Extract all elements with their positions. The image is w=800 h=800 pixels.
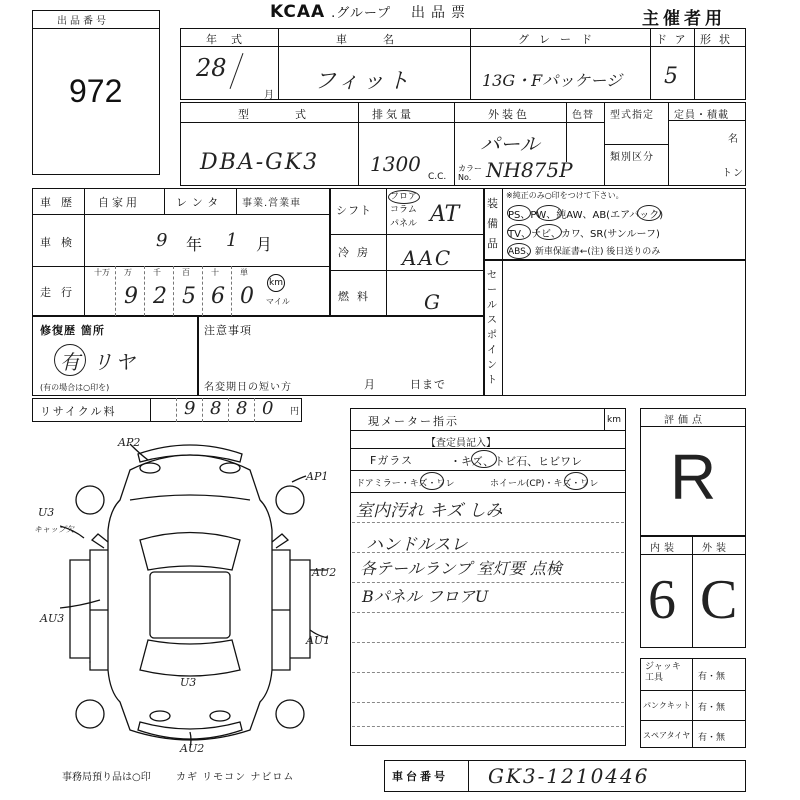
- meter-label: 現メーター指示: [368, 415, 459, 428]
- deadline-label: 名変期日の短い方: [204, 382, 292, 393]
- sales-point-block: [484, 260, 746, 396]
- deadline-day: 日まで: [410, 378, 446, 391]
- recycle-digit-cell: [176, 398, 202, 422]
- aircon-value: AAC: [402, 246, 453, 270]
- lot-number: 972: [69, 73, 123, 109]
- history-rental: レンタ: [176, 196, 224, 209]
- mileage-digit-value: 0: [240, 284, 254, 309]
- recycle-digit-value: 8: [210, 398, 222, 419]
- mileage-digit-value: 6: [211, 284, 225, 309]
- mirror-scratch-circle: [420, 472, 444, 490]
- repair-note: (有の場合は○印を): [40, 383, 110, 392]
- mark-au2-right: AU2: [312, 566, 337, 579]
- shaken-year: 9: [156, 230, 168, 251]
- ps-circle: [507, 205, 531, 221]
- mileage-digit-label: 十: [211, 268, 219, 277]
- glass-options: ・キズ、トビ石、ヒビワレ: [450, 455, 583, 468]
- inspector-line3: 各テールランプ 室灯要 点検: [360, 559, 562, 578]
- mileage-digit-cell: [202, 266, 231, 316]
- office-note: 事務局預り品は○印: [62, 772, 151, 783]
- brand-logo: KCAA .グループ 出品票: [270, 2, 472, 22]
- shift-label: シフト: [336, 204, 372, 217]
- displacement-value: 1300: [370, 152, 421, 176]
- name-label: 車名: [336, 33, 430, 46]
- mile-label: マイル: [266, 297, 290, 306]
- displacement-label: 排気量: [372, 108, 414, 121]
- recycle-digit-value: 9: [184, 398, 196, 419]
- abs-circle: [507, 243, 531, 259]
- year-value: 28: [196, 54, 227, 82]
- mileage-digit-label: 百: [182, 268, 190, 277]
- rating-label: 評価点: [664, 415, 706, 426]
- recycle-label: リサイクル料: [40, 405, 117, 418]
- history-private: 自家用: [98, 196, 140, 209]
- history-label: 車歴: [40, 196, 82, 209]
- aircon-label: 冷房: [338, 246, 376, 259]
- shift-floor-circle: [388, 190, 420, 204]
- type-spec-label: 型式指定: [610, 110, 654, 121]
- mileage-label: 走行: [40, 286, 82, 299]
- shift-value: AT: [430, 202, 460, 227]
- exterior-value: C: [700, 569, 738, 631]
- cc-unit: C.C.: [428, 172, 447, 182]
- puncture-label: パンクキット: [643, 701, 691, 710]
- equipment-line1: PS、PW、純AW、AB(エアバック): [508, 210, 664, 221]
- navi-circle: [536, 224, 562, 240]
- meter-unit: km: [607, 415, 621, 425]
- inspector-line1: 室内汚れ キズ しみ: [356, 501, 503, 521]
- lot-label: 出品番号: [57, 16, 109, 27]
- color-value: パール: [480, 132, 540, 156]
- shift-floor: フロア: [390, 192, 418, 202]
- recycle-digit-cell: [202, 398, 228, 422]
- recycle-digit-value: 0: [262, 398, 274, 419]
- chassis-label: 車台番号: [392, 770, 448, 783]
- mileage-digit-label: 千: [153, 268, 161, 277]
- shift-column: コラム: [390, 205, 417, 215]
- fuel-label: 燃料: [338, 290, 376, 303]
- notes-label: 注意事項: [204, 324, 252, 337]
- mileage-digit-cell: [86, 266, 115, 316]
- grade-value: 13G・Fパッケージ: [482, 71, 622, 90]
- interior-value: 6: [648, 569, 676, 631]
- chassis-value: GK3-1210446: [488, 764, 650, 788]
- color-code-label: カラーNo.: [458, 164, 482, 182]
- office-items: カギ リモコン ナビロム: [176, 772, 295, 783]
- recycle-unit: 円: [290, 407, 300, 417]
- shaken-month-unit: 月: [256, 235, 274, 254]
- mileage-digit-value: 9: [124, 284, 138, 309]
- inspector-line4: Bパネル フロアU: [362, 587, 489, 606]
- recolor-label: 色替: [572, 110, 594, 121]
- equipment-line3: ABS、新車保証書←(注) 後日送りのみ: [508, 247, 661, 257]
- capacity-label: 定員・積載: [674, 110, 729, 121]
- mark-cap-missing: キャップ欠: [34, 525, 74, 534]
- shaken-year-unit: 年: [186, 235, 204, 254]
- mirror-label: ドアミラー・キズ・ワレ: [356, 479, 455, 489]
- repair-label: 修復歴 箇所: [40, 324, 105, 337]
- person-unit: 名: [728, 134, 739, 145]
- recycle-digit-cell: [254, 398, 280, 422]
- glass-label: Fガラス: [370, 454, 413, 467]
- wheel-label: ホイール(CP)・キズ・ワレ: [490, 479, 599, 489]
- model-label: 型式: [238, 108, 352, 121]
- shape-label: 形状: [700, 33, 738, 46]
- mark-u3-left: U3: [38, 506, 55, 519]
- jack-value: 有・無: [698, 672, 726, 682]
- shift-panel: パネル: [390, 219, 418, 229]
- mileage-digit-cell: [144, 266, 173, 316]
- mileage-digit-value: 5: [182, 284, 196, 309]
- equipment-note: ※純正のみ○印をつけて下さい。: [506, 191, 624, 200]
- repair-value: 有 リヤ: [60, 350, 138, 374]
- repair-circle: [54, 344, 86, 376]
- spare-value: 有・無: [698, 733, 726, 743]
- sheet-title: 出品票: [411, 5, 472, 21]
- tv-circle: [507, 224, 531, 240]
- shaken-month: 1: [226, 230, 238, 251]
- inspector-header: 【査定員記入】: [426, 438, 496, 449]
- km-mark: km: [267, 274, 285, 292]
- color-label: 外装色: [488, 108, 530, 121]
- grade-label: グレード: [518, 33, 602, 46]
- class-label: 類別区分: [610, 152, 654, 163]
- ab-circle: [637, 205, 661, 221]
- doors-label: ドア: [656, 33, 694, 46]
- color-code-value: NH875P: [486, 158, 573, 182]
- tobi-circle: [471, 450, 497, 468]
- shaken-label: 車検: [40, 236, 82, 249]
- equipment-label: 装備品: [487, 197, 499, 250]
- month-unit: 月: [264, 90, 275, 101]
- wheel-scratch-circle: [564, 472, 588, 490]
- recycle-digit-cell: [228, 398, 254, 422]
- mark-ap2: AP2: [118, 436, 141, 449]
- ton-unit: トン: [722, 168, 744, 179]
- mark-au1: AU1: [306, 634, 331, 647]
- interior-label: 内装: [650, 543, 678, 554]
- deadline-month: 月: [364, 378, 376, 391]
- equipment-line2: TV、ナビ、カワ、SR(サンルーフ): [508, 229, 660, 240]
- mileage-digit-cell: [231, 266, 260, 316]
- organizer-label: 主催者用: [642, 9, 726, 29]
- puncture-value: 有・無: [698, 703, 726, 713]
- doors-value: 5: [664, 64, 678, 89]
- mileage-digit-value: 2: [153, 284, 167, 309]
- model-value: DBA-GK3: [200, 150, 320, 175]
- mark-au3: AU3: [40, 612, 65, 625]
- inspector-line2: ハンドルスレ: [366, 535, 468, 555]
- exterior-label: 外装: [702, 543, 730, 554]
- pw-circle: [536, 205, 562, 221]
- year-label: 年式: [206, 33, 256, 46]
- history-commercial: 事業.営業車: [242, 198, 302, 209]
- mileage-digit-label: 万: [124, 268, 132, 277]
- mileage-digit-cell: [115, 266, 144, 316]
- sales-point-label: セールスポイント: [487, 270, 498, 386]
- spare-label: スペアタイヤ: [643, 731, 691, 740]
- mark-ap1: AP1: [306, 470, 329, 483]
- mark-u3-rear: U3: [180, 676, 197, 689]
- name-value: フィット: [314, 69, 413, 94]
- lot-box: [32, 10, 160, 175]
- mark-au2-bottom: AU2: [180, 742, 205, 755]
- rating-value: R: [670, 441, 717, 513]
- mileage-digit-cell: [173, 266, 202, 316]
- mileage-digit-label: 十万: [94, 268, 110, 277]
- jack-label: ジャッキ工具: [645, 662, 681, 683]
- fuel-value: G: [424, 290, 440, 314]
- mileage-digit-label: 単: [240, 268, 248, 277]
- recycle-digit-value: 8: [236, 398, 248, 419]
